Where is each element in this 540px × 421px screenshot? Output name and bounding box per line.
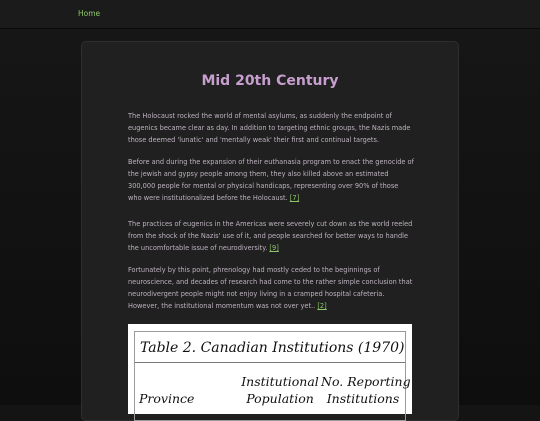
column-header-line: Institutions: [326, 391, 400, 406]
column-header-line: No. Reporting: [321, 374, 411, 389]
column-header-line: Institutional: [241, 374, 319, 389]
citation-link-7[interactable]: [7]: [289, 194, 300, 202]
paragraph-text: The practices of eugenics in the Americas were severely cut down as the world reeled from the shock of the Nazis' use of it, and people searched for better ways to handle the uncomfortable issue of neurodiversity.: [128, 220, 413, 252]
table-image: [128, 324, 412, 414]
paragraph-text: The Holocaust rocked the world of mental asylums, as suddenly the endpoint of eugenics became clear as day. In addition to targeting ethnic groups, the Nazis made those deemed 'lunatic' and 'mentally weak' their first and continual targets.: [128, 112, 411, 144]
table-frame: [134, 331, 411, 421]
paragraph-text: Before and during the expansion of their euthanasia program to enact the genocide of the jewish and gypsy people among them, they also killed above an estimated 300,000 people for mental or physical handicaps, representing over 90% of those who were institutionalized before the Holocaust.: [128, 158, 414, 202]
column-header-line: Province: [139, 391, 195, 406]
table-title: Table 2. Canadian Institutions (1970): [140, 340, 405, 356]
paragraph-euthanasia: [128, 156, 414, 204]
citation-link-9[interactable]: [9]: [269, 244, 279, 252]
home-link[interactable]: Home: [78, 9, 101, 18]
page-title: Mid 20th Century: [201, 73, 339, 89]
top-nav-bar: [0, 0, 540, 29]
paragraph-americas: [128, 218, 414, 254]
column-header-line: Population: [246, 391, 314, 406]
paragraph-phrenology: [128, 264, 414, 312]
paragraph-text: Fortunately by this point, phrenology had mostly ceded to the beginnings of neuroscience, and decades of research had come to the rather simple conclusion that neurodivergent people might not enjoy living in a cramped hospital cafeteria. However, the institutional momentum was not over yet..: [128, 266, 413, 310]
citation-link-2[interactable]: [2]: [317, 302, 327, 310]
table-divider: [135, 362, 405, 363]
column-header-population: [239, 373, 321, 407]
column-header-institutions: [321, 373, 411, 407]
paragraph-holocaust: [128, 110, 414, 146]
column-header-province: [139, 390, 194, 407]
